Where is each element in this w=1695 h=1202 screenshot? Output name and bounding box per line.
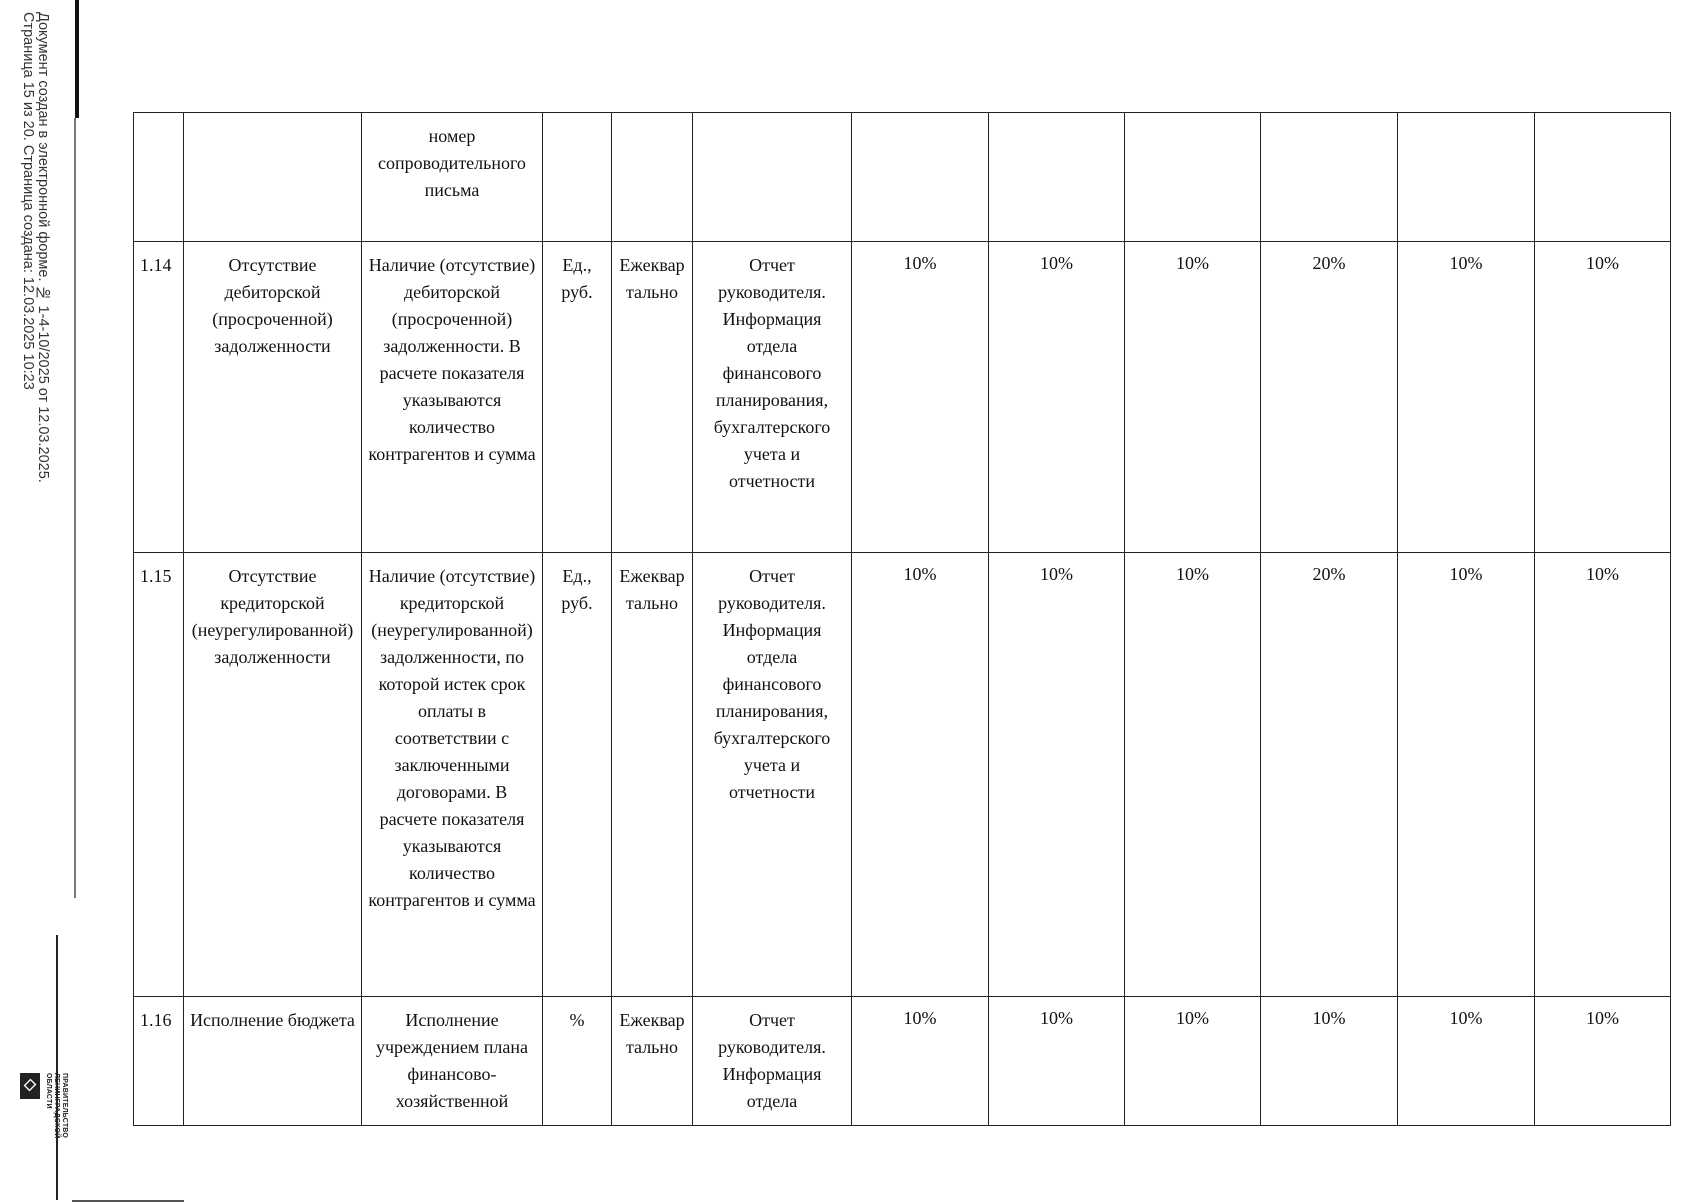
government-name bbox=[44, 1073, 68, 1183]
weight-value: 10% bbox=[989, 242, 1125, 553]
weight-value: 10% bbox=[852, 242, 989, 553]
weight-value bbox=[1261, 113, 1398, 242]
electronic-document-stamp bbox=[20, 12, 50, 483]
weight-value: 10% bbox=[1125, 242, 1261, 553]
weight-value bbox=[1535, 113, 1671, 242]
indicator-name bbox=[184, 113, 362, 242]
weight-value: 10% bbox=[1125, 997, 1261, 1126]
weight-value: 10% bbox=[1535, 997, 1671, 1126]
weight-value: 10% bbox=[1398, 997, 1535, 1126]
data-source: Отчет руководителя. Информация отдела финансового планирования, бухгалтерского учета и отчетности bbox=[693, 553, 852, 997]
periodicity: Ежеквартально bbox=[612, 553, 693, 997]
weight-value: 20% bbox=[1261, 553, 1398, 997]
weight-value bbox=[1398, 113, 1535, 242]
indicator-description: номер сопроводительного письма bbox=[362, 113, 543, 242]
margin-rule-middle bbox=[74, 118, 76, 898]
periodicity: Ежеквартально bbox=[612, 997, 693, 1126]
stamp-line-2: Страница 15 из 20. Страница создана: 12.03.2025 10:23 bbox=[20, 12, 36, 390]
indicators-table bbox=[133, 112, 1671, 1126]
periodicity bbox=[612, 113, 693, 242]
government-name-line-3: ОБЛАСТИ bbox=[45, 1073, 52, 1109]
weight-value: 10% bbox=[989, 997, 1125, 1126]
weight-value: 10% bbox=[1398, 553, 1535, 997]
weight-value: 10% bbox=[1535, 242, 1671, 553]
government-name-line-1: ПРАВИТЕЛЬСТВО bbox=[61, 1073, 68, 1139]
row-number: 1.14 bbox=[134, 242, 184, 553]
margin-rule-top bbox=[75, 0, 79, 118]
table-row bbox=[134, 997, 1671, 1126]
data-source: Отчет руководителя. Информация отдела bbox=[693, 997, 852, 1126]
indicator-description: Исполнение учреждением плана финансово-хозяйственной bbox=[362, 997, 543, 1126]
unit-of-measure: Ед., руб. bbox=[543, 553, 612, 997]
indicator-description: Наличие (отсутствие) дебиторской (просроченной) задолженности. В расчете показателя указываются количество контрагентов и сумма bbox=[362, 242, 543, 553]
weight-value: 10% bbox=[1125, 553, 1261, 997]
weight-value: 10% bbox=[1261, 997, 1398, 1126]
row-number: 1.15 bbox=[134, 553, 184, 997]
indicator-name: Отсутствие кредиторской (неурегулированной) задолженности bbox=[184, 553, 362, 997]
indicator-name: Отсутствие дебиторской (просроченной) задолженности bbox=[184, 242, 362, 553]
weight-value: 10% bbox=[852, 997, 989, 1126]
weight-value: 10% bbox=[1535, 553, 1671, 997]
table-row bbox=[134, 242, 1671, 553]
periodicity: Ежеквартально bbox=[612, 242, 693, 553]
government-name-line-2: ЛЕНИНГРАДСКОЙ bbox=[53, 1073, 60, 1139]
coat-of-arms-icon bbox=[20, 1073, 40, 1099]
data-source bbox=[693, 113, 852, 242]
government-logo bbox=[20, 1073, 68, 1183]
weight-value bbox=[989, 113, 1125, 242]
row-number bbox=[134, 113, 184, 242]
unit-of-measure bbox=[543, 113, 612, 242]
unit-of-measure: % bbox=[543, 997, 612, 1126]
indicator-name: Исполнение бюджета bbox=[184, 997, 362, 1126]
weight-value bbox=[852, 113, 989, 242]
data-source: Отчет руководителя. Информация отдела финансового планирования, бухгалтерского учета и отчетности bbox=[693, 242, 852, 553]
stamp-line-1: Документ создан в электронной форме. № 1-4-10/2025 от 12.03.2025. bbox=[35, 12, 51, 483]
weight-value: 20% bbox=[1261, 242, 1398, 553]
weight-value: 10% bbox=[852, 553, 989, 997]
weight-value: 10% bbox=[1398, 242, 1535, 553]
row-number: 1.16 bbox=[134, 997, 184, 1126]
table-row bbox=[134, 553, 1671, 997]
indicator-description: Наличие (отсутствие) кредиторской (неурегулированной) задолженности, по которой истек срок оплаты в соответствии с заключенными договорами. В расчете показателя указываются количество контрагентов и сумма bbox=[362, 553, 543, 997]
weight-value: 10% bbox=[989, 553, 1125, 997]
unit-of-measure: Ед., руб. bbox=[543, 242, 612, 553]
weight-value bbox=[1125, 113, 1261, 242]
table-row bbox=[134, 113, 1671, 242]
